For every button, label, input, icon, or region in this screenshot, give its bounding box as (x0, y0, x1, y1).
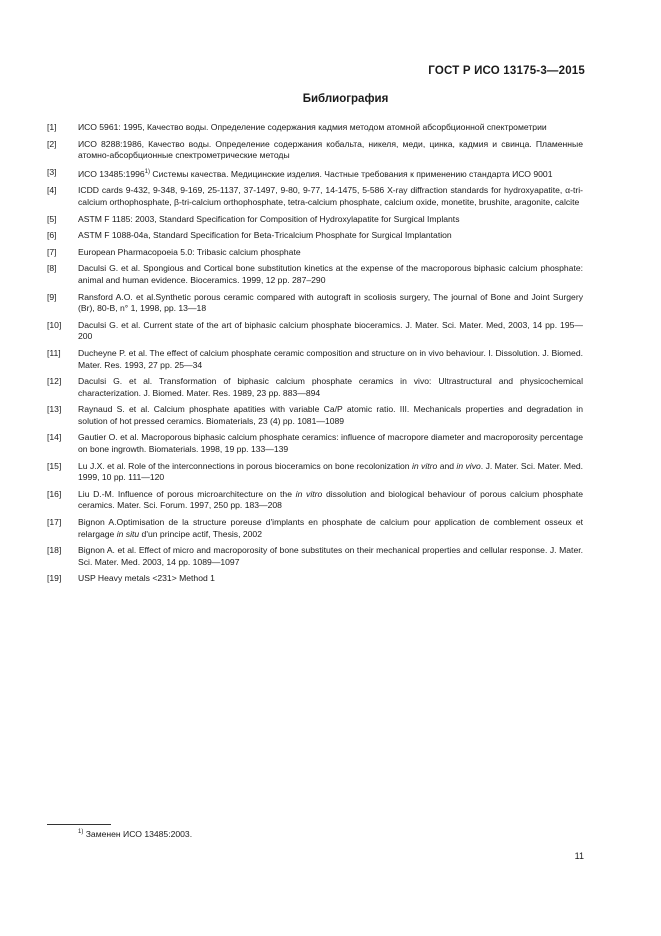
footnote-mark: 1) (78, 829, 84, 835)
reference-item (47, 517, 583, 540)
reference-text (78, 320, 583, 343)
reference-text (78, 167, 583, 181)
reference-number: [3] (47, 166, 57, 177)
reference-text-part: d'un principe actif, Thesis, 2002 (139, 528, 262, 539)
reference-item (47, 404, 583, 427)
reference-number: [10] (47, 319, 62, 330)
reference-text-part: ИСО 13485:1996 (78, 168, 145, 179)
reference-item (47, 489, 583, 512)
reference-number: [9] (47, 291, 57, 302)
reference-text-part: ASTM F 1088-04a, Standard Specification for Beta-Tricalcium Phosphate for Surgical Implantation (78, 230, 452, 241)
reference-item (47, 122, 583, 134)
reference-text-part: Raynaud S. et al. Calcium phosphate apatities with variable Ca/P atomic ratio. III. Mechanicals properties and degradation in solution of hot pressed ceramics. Biomaterials, 23 (4) pp. 1081—1089 (78, 404, 583, 426)
reference-text-part: Daculsi G. et al. Spongious and Cortical bone substitution kinetics at the expense of the macroporous biphasic calcium phosphate: animal and human evidence. Bioceramics. 1999, 12 pp. 287–290 (78, 263, 583, 285)
reference-text-part: ASTM F 1185: 2003, Standard Specification for Composition of Hydroxylapatite for Surgical Implants (78, 213, 460, 224)
page-number: 11 (574, 851, 584, 861)
reference-text (78, 545, 583, 568)
reference-number: [5] (47, 213, 57, 224)
footnote-divider (47, 824, 111, 825)
reference-text-part: in vivo (456, 460, 481, 471)
page-title: Библиография (302, 93, 389, 105)
reference-text-part: Daculsi G. et al. Current state of the art of biphasic calcium phosphate bioceramics. J. Mater. Sci. Mater. Med, 2003, 14 pp. 195—200 (78, 319, 583, 342)
reference-text-part: ИСО 8288:1986, Качество воды. Определение содержания кобальта, никеля, меди, цинка, кадмия и свинца. Пламенные атомно-абсорбционные спектрометрические методы (78, 138, 583, 161)
reference-text (78, 489, 583, 512)
reference-text-part: Gautier O. et al. Macroporous biphasic calcium phosphate ceramics: influence of macropore diameter and macroporosity percentage on bone ingrowth. Biomaterials. 1998, 19 pp. 133—139 (78, 432, 583, 455)
reference-text (78, 122, 583, 134)
reference-item (47, 167, 583, 181)
reference-text (78, 185, 583, 208)
reference-item (47, 214, 583, 226)
reference-text (78, 432, 583, 455)
reference-item (47, 292, 583, 315)
reference-item (47, 185, 583, 208)
reference-text-part: Ducheyne P. et al. The effect of calcium phosphate ceramic composition and structure on in vivo behaviour. I. Dissolution. J. Biomed. Mater. Res. 1993, 27 pp. 25—34 (78, 347, 583, 370)
reference-text-part: Bignon A. et al. Effect of micro and macroporosity of bone substitutes on their mechanical properties and cellular response. J. Mater. Sci. Mater. Med. 2003, 14 pp. 1089—1097 (78, 545, 583, 567)
reference-number: [2] (47, 138, 57, 149)
reference-text (78, 214, 583, 226)
reference-text-part: ИСО 5961: 1995, Качество воды. Определение содержания кадмия методом атомной абсорбционной спектрометрии (78, 122, 547, 132)
reference-text-part: ICDD cards 9-432, 9-348, 9-169, 25-1137, 37-1497, 9-80, 9-77, 14-1475, 5-586 X-ray diffraction standards for hydroxyapatite, α-tri-calcium orthophosphate, β-tri-calcium orthophosphate, tetra-calcium phosphate, calcium oxide, monetite, brushite, aragonite, calcite (78, 185, 583, 207)
reference-number: [11] (47, 347, 61, 358)
reference-item (47, 247, 583, 259)
reference-text (78, 517, 583, 540)
reference-text-part: in situ (116, 528, 140, 539)
reference-number: [7] (47, 246, 57, 257)
reference-text (78, 573, 583, 585)
reference-text-part: dissolution and biological behaviour of porous calcium phosphate ceramics. Mater. Sci. Forum. 1997, 250 pp. 183—208 (78, 488, 583, 511)
reference-text (78, 247, 583, 259)
standard-code: ГОСТ Р ИСО 13175-3—2015 (428, 65, 585, 77)
reference-text-part: Liu D.-M. Influence of porous microarchitecture on the (78, 488, 296, 499)
reference-text-part: European Pharmacopoeia 5.0: Tribasic calcium phosphate (78, 246, 301, 257)
reference-text (78, 376, 583, 399)
reference-item (47, 320, 583, 343)
reference-text-part: in vitro (411, 460, 438, 471)
reference-number: [12] (47, 376, 62, 387)
reference-text (78, 461, 583, 484)
footnote-text: Заменен ИСО 13485:2003. (83, 829, 193, 839)
reference-text-part: . J. Mater. Sci. Mater. Med. 1999, 10 pp. 111—120 (78, 460, 584, 483)
reference-number: [8] (47, 263, 57, 274)
reference-item (47, 348, 583, 371)
reference-number: [15] (47, 460, 62, 471)
reference-list (47, 122, 583, 590)
reference-number: [17] (47, 517, 62, 528)
reference-text (78, 404, 583, 427)
reference-item (47, 376, 583, 399)
reference-text-part: Bignon A.Optimisation de la structure poreuse d'implants en phosphate de calcium pour application de comblement osseux et relargage (78, 517, 583, 539)
reference-number: [1] (47, 122, 57, 132)
reference-text-part: and (437, 460, 457, 471)
reference-item (47, 139, 583, 162)
reference-text-part: USP Heavy metals <231> Method 1 (78, 573, 215, 584)
reference-text-part: Daculsi G. et al. Transformation of biphasic calcium phosphate ceramics in vivo: Ultrastructural and physicochemical characterization. J. Biomed. Mater. Res. 1989, 23 pp. 883—894 (78, 376, 583, 398)
reference-item (47, 545, 583, 568)
reference-text (78, 292, 583, 315)
reference-number: [19] (47, 573, 62, 584)
reference-text-part: 1) (144, 168, 151, 175)
reference-item (47, 461, 583, 484)
reference-number: [16] (47, 488, 62, 499)
reference-text (78, 348, 583, 371)
reference-text (78, 263, 583, 286)
footnote (78, 829, 192, 839)
reference-item (47, 573, 583, 585)
reference-text-part: Lu J.X. et al. Role of the interconnections in porous bioceramics on bone recolonization (78, 460, 412, 471)
reference-number: [13] (47, 404, 62, 415)
reference-text-part: Ransford A.O. et al.Synthetic porous ceramic compared with autograft in scoliosis surgery, The journal of Bone and Joint Surgery (Br), 80-B, n° 1, 1998, pp. 13—18 (78, 291, 583, 314)
reference-number: [18] (47, 545, 62, 556)
reference-number: [6] (47, 230, 57, 241)
reference-text (78, 139, 583, 162)
reference-number: [14] (47, 432, 62, 443)
reference-item (47, 432, 583, 455)
reference-item (47, 263, 583, 286)
reference-text-part: in vitro (295, 488, 323, 499)
reference-text-part: Системы качества. Медицинские изделия. Частные требования к применению стандарта ИСО 9001 (150, 168, 553, 179)
reference-item (47, 230, 583, 242)
reference-number: [4] (47, 185, 57, 196)
reference-text (78, 230, 583, 242)
